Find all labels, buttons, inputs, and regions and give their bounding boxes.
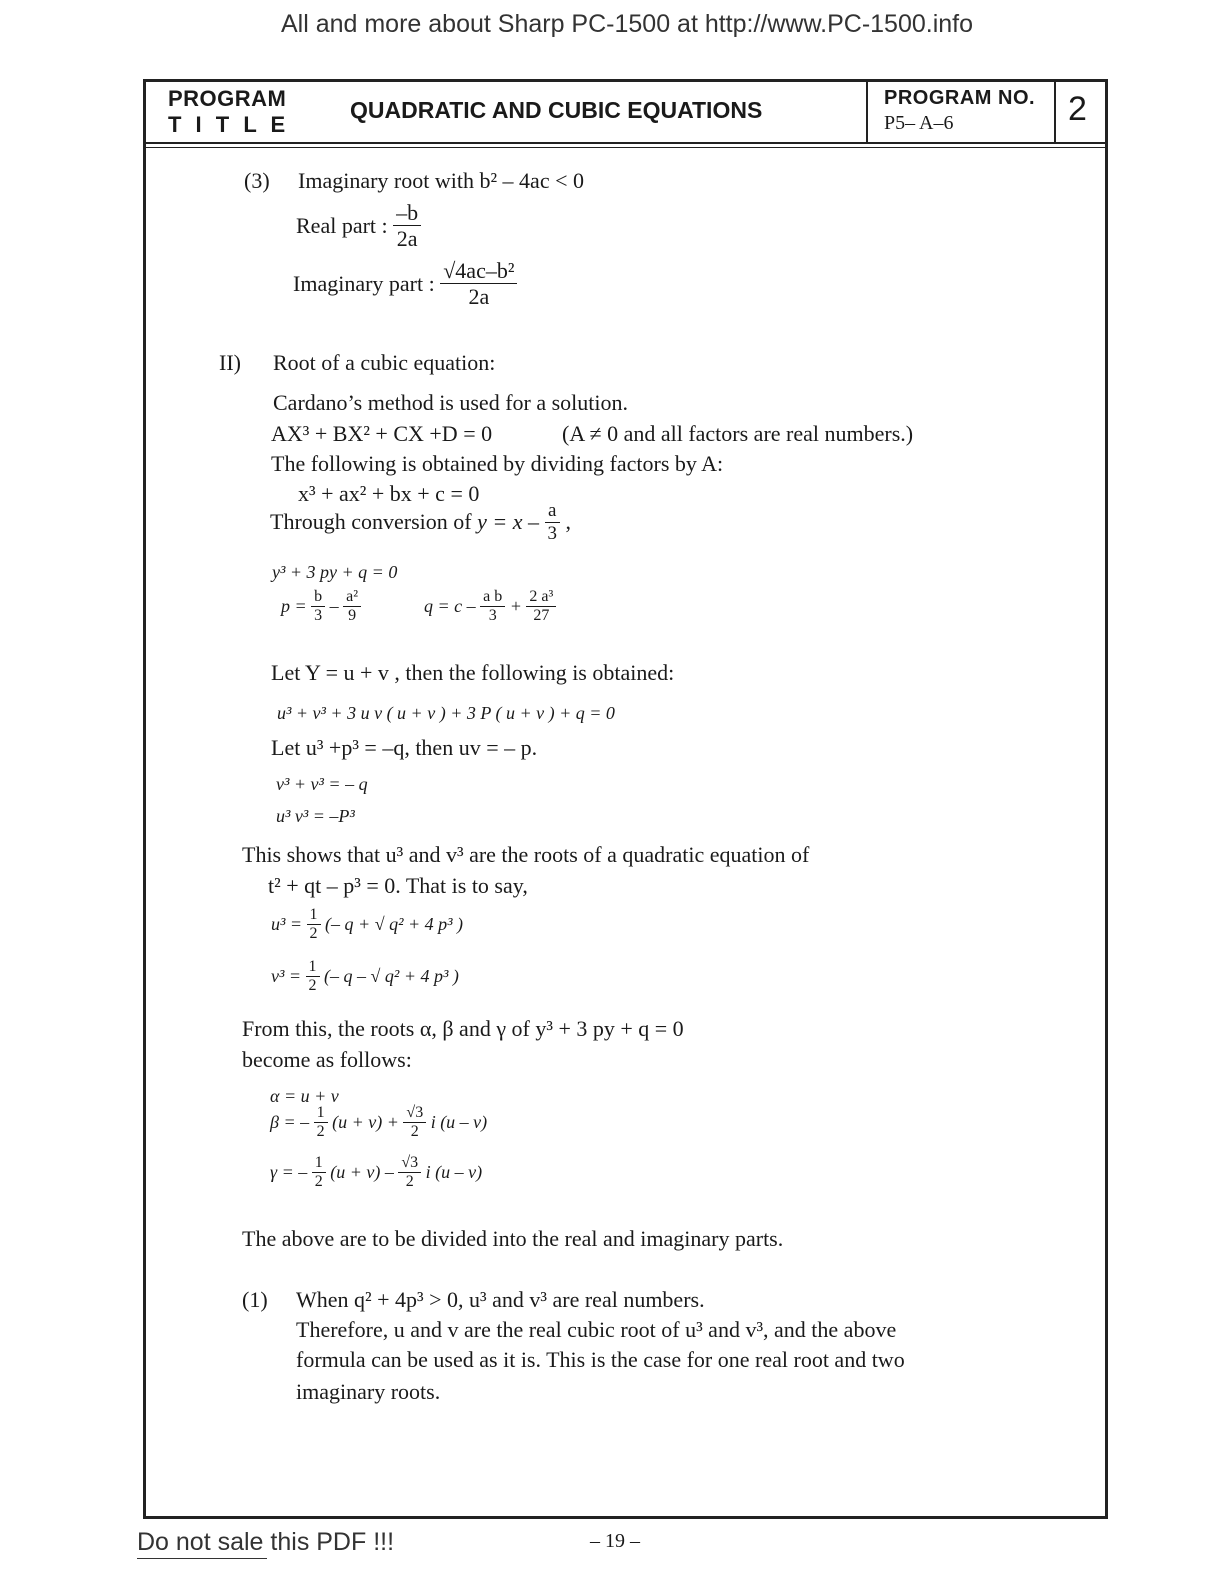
section2-heading: Root of a cubic equation:: [273, 350, 496, 375]
real-part-formula: [296, 200, 421, 252]
v3-rhs: (– q – √ q² + 4 p³ ): [324, 966, 459, 987]
program-title-label-cell: [146, 82, 346, 142]
q-term1-numerator: a b: [480, 588, 505, 607]
case1-line1: When q² + 4p³ > 0, u³ and v³ are real numbers.: [296, 1287, 705, 1312]
case1-number: (1): [242, 1287, 268, 1312]
page-digit: 2: [1068, 90, 1087, 128]
general-cubic-condition: (A ≠ 0 and all factors are real numbers.): [562, 421, 914, 446]
depressed-cubic-equation: y³ + 3 py + q = 0: [272, 562, 398, 582]
conversion-text: Through conversion of: [270, 509, 472, 535]
q-plus: +: [509, 596, 522, 617]
v3-half-numerator: 1: [306, 958, 320, 977]
top-banner: All and more about Sharp PC-1500 at http://www.PC-1500.info: [280, 10, 974, 38]
general-cubic-equation: AX³ + BX² + CX +D = 0: [271, 421, 493, 446]
shows-that-line2: t² + qt – p³ = 0. That is to say,: [268, 873, 528, 898]
footer-notice: Do not sale this PDF !!!: [137, 1528, 395, 1556]
real-part-denominator: 2a: [396, 226, 418, 252]
u3-lhs: u³ =: [271, 914, 303, 935]
cardano-intro: Cardano’s method is used for a solution.: [273, 390, 629, 415]
let-y-text: Let Y = u + v , then the following is obtained:: [271, 660, 675, 685]
v3-half: [306, 958, 320, 996]
beta-half: [314, 1104, 328, 1142]
v3-solution: [271, 958, 459, 996]
case1-line2: Therefore, u and v are the real cubic root of u³ and v³, and the above: [296, 1317, 897, 1342]
p-term2-denominator: 9: [348, 607, 357, 625]
p-term2-numerator: a²: [343, 588, 361, 607]
gamma-mid: (u + v) –: [330, 1162, 394, 1183]
conversion-fraction: [545, 500, 561, 545]
gamma-half-denominator: 2: [314, 1173, 323, 1191]
header-divider: [146, 142, 1105, 148]
case1-line3: formula can be used as it is. This is the case for one real root and two: [296, 1347, 905, 1372]
conversion-denominator: 3: [547, 522, 557, 544]
beta-rhs: i (u – v): [430, 1112, 488, 1133]
gamma-equation: [270, 1154, 482, 1192]
q-lhs: q = c –: [424, 596, 476, 617]
u3-rhs: (– q + √ q² + 4 p³ ): [325, 914, 463, 935]
from-this-line2: become as follows:: [242, 1047, 412, 1072]
shows-that-line1: This shows that u³ and v³ are the roots of a quadratic equation of: [242, 842, 810, 867]
imaginary-part-fraction: [440, 258, 517, 310]
program-header: [146, 82, 1105, 142]
alpha-equation: α = u + v: [270, 1086, 339, 1106]
expanded-equation: u³ + v³ + 3 u v ( u + v ) + 3 P ( u + v ) + q = 0: [277, 703, 615, 723]
product-of-cubes-equation: u³ v³ = –P³: [276, 806, 355, 826]
p-lhs: p =: [281, 596, 307, 617]
q-term2-denominator: 27: [533, 607, 550, 625]
conversion-lhs: y = x –: [477, 509, 539, 535]
q-term1-denominator: 3: [488, 607, 497, 625]
title-label: T I T L E: [168, 112, 290, 137]
page-number: – 19 –: [590, 1530, 640, 1552]
q-definition: [424, 588, 556, 626]
from-this-line1: From this, the roots α, β and γ of y³ + 3 py + q = 0: [242, 1016, 684, 1041]
gamma-sqrt3: √3: [398, 1154, 421, 1173]
beta-lhs: β = –: [270, 1112, 310, 1133]
beta-half-numerator: 1: [314, 1104, 328, 1123]
conversion-numerator: a: [545, 500, 561, 523]
v3-lhs: v³ =: [271, 966, 302, 987]
program-label: PROGRAM: [168, 86, 287, 111]
p-definition: [281, 588, 361, 626]
real-part-label: Real part :: [296, 212, 388, 238]
program-title: QUADRATIC AND CUBIC EQUATIONS: [350, 97, 763, 123]
section3-number: (3): [244, 168, 270, 193]
imaginary-part-denominator: 2a: [468, 284, 490, 310]
conversion-comma: ,: [565, 509, 571, 535]
gamma-rhs: i (u – v): [425, 1162, 483, 1183]
gamma-sqrt3-fraction: [398, 1154, 421, 1192]
conversion-line: [270, 500, 571, 545]
p-minus: –: [329, 596, 339, 617]
program-title-cell: [346, 82, 868, 142]
gamma-sqrt3-denominator: 2: [405, 1173, 414, 1191]
program-no-label: PROGRAM NO.: [884, 87, 1036, 109]
beta-mid: (u + v) +: [332, 1112, 399, 1133]
real-part-numerator: –b: [393, 200, 421, 226]
normalized-equation: x³ + ax² + bx + c = 0: [298, 481, 480, 506]
real-part-fraction: [393, 200, 421, 252]
v3-half-denominator: 2: [308, 977, 317, 995]
q-term2: [526, 588, 556, 626]
imaginary-part-formula: [293, 258, 517, 310]
program-no-value: P5– A–6: [884, 112, 954, 134]
gamma-lhs: γ = –: [270, 1162, 308, 1183]
q-term2-numerator: 2 a³: [526, 588, 556, 607]
dividing-text: The following is obtained by dividing factors by A:: [271, 451, 724, 476]
above-divided-text: The above are to be divided into the real and imaginary parts.: [242, 1226, 784, 1251]
imaginary-part-numerator: √4ac–b²: [440, 258, 517, 284]
u3-half-numerator: 1: [307, 906, 321, 925]
case1-line4: imaginary roots.: [296, 1379, 441, 1404]
gamma-half-numerator: 1: [312, 1154, 326, 1173]
p-term1-numerator: b: [311, 588, 325, 607]
u3-half-denominator: 2: [309, 925, 318, 943]
q-term1: [480, 588, 505, 626]
page-digit-cell: [1056, 82, 1105, 142]
p-term2: [343, 588, 361, 626]
beta-sqrt3: √3: [403, 1104, 426, 1123]
let-u-text: Let u³ +p³ = –q, then uv = – p.: [271, 735, 538, 760]
section2-number: II): [219, 350, 241, 375]
u3-half: [307, 906, 321, 944]
sum-of-cubes-equation: v³ + v³ = – q: [276, 774, 368, 794]
p-term1-denominator: 3: [314, 607, 323, 625]
beta-sqrt3-fraction: [403, 1104, 426, 1142]
program-number-cell: [868, 82, 1056, 142]
beta-equation: [270, 1104, 487, 1142]
imaginary-part-label: Imaginary part :: [293, 270, 435, 296]
u3-solution: [271, 906, 463, 944]
beta-sqrt3-denominator: 2: [410, 1123, 419, 1141]
beta-half-denominator: 2: [316, 1123, 325, 1141]
p-term1: [311, 588, 325, 626]
gamma-half: [312, 1154, 326, 1192]
section3-heading: Imaginary root with b² – 4ac < 0: [298, 168, 584, 193]
